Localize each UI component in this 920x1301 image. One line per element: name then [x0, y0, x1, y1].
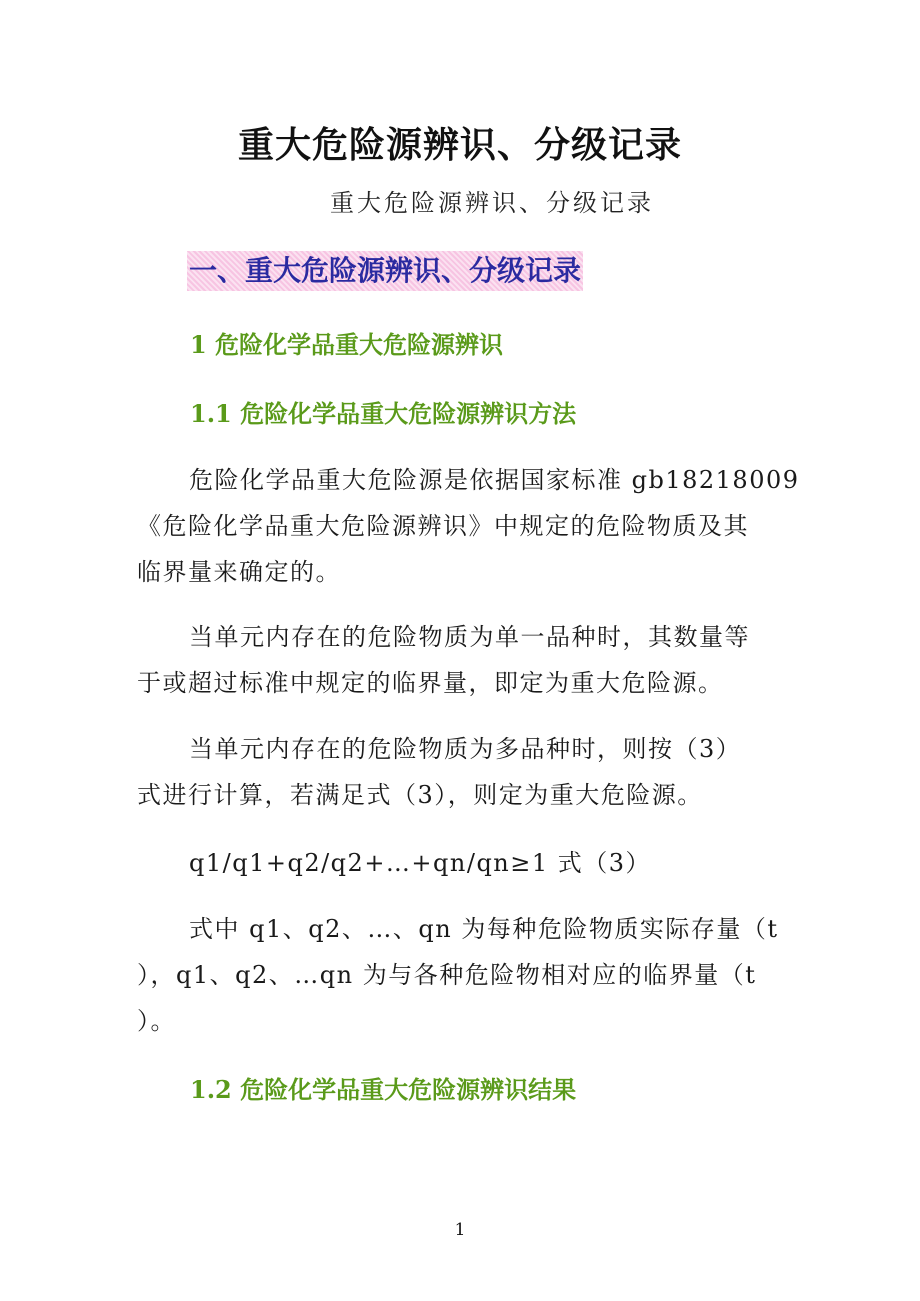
paragraph-2 — [137, 614, 787, 706]
paragraph-line: 临界量来确定的。 — [137, 558, 341, 586]
paragraph-line: 式进行计算，若满足式（3），则定为重大危险源。 — [137, 781, 703, 809]
paragraph-3 — [137, 726, 787, 818]
paragraph-line: 危险化学品重大危险源是依据国家标准 gb18218009 — [189, 466, 800, 494]
paragraph-line: 《危险化学品重大危险源辨识》中规定的危险物质及其 — [137, 512, 749, 540]
section-heading-1-2: 1.2 危险化学品重大危险源辨识结果 — [190, 1075, 577, 1104]
paragraph-line: 当单元内存在的危险物质为多品种时，则按（3） — [189, 735, 742, 763]
paragraph-line: ），q1、q2、…qn 为与各种危险物相对应的临界量（t — [137, 961, 757, 989]
section-heading-1: 1 危险化学品重大危险源辨识 — [190, 330, 504, 359]
page-number: 1 — [454, 1220, 466, 1240]
paragraph-line: ）。 — [137, 1007, 176, 1035]
heading-1: 一、重大危险源辨识、分级记录 — [187, 251, 583, 291]
paragraph-line: 于或超过标准中规定的临界量，即定为重大危险源。 — [137, 669, 724, 697]
subtitle: 重大危险源辨识、分级记录 — [330, 189, 654, 217]
formula — [137, 840, 787, 886]
section-heading-1-1: 1.1 危险化学品重大危险源辨识方法 — [190, 399, 577, 428]
paragraph-line: 式中 q1、q2、…、qn 为每种危险物质实际存量（t — [189, 915, 779, 943]
paragraph-4 — [137, 906, 787, 1044]
paragraph-1 — [137, 457, 800, 595]
page-title: 重大危险源辨识、分级记录 — [237, 125, 682, 166]
paragraph-line: 当单元内存在的危险物质为单一品种时，其数量等 — [189, 623, 750, 651]
formula-line: q1/q1+q2/q2+…+qn/qn≥1 式（3） — [189, 849, 652, 877]
